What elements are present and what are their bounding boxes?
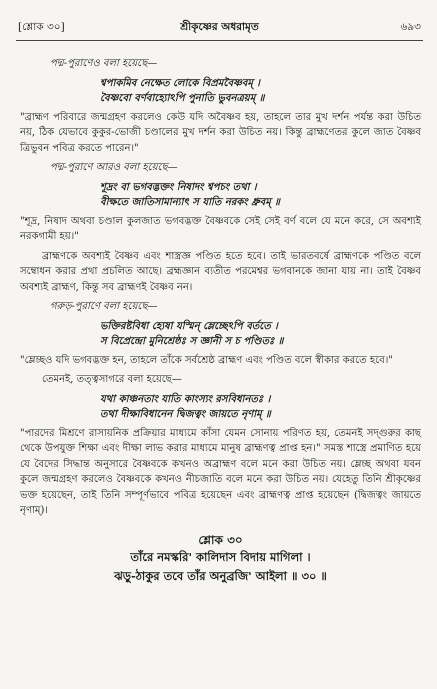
header-verse-ref: [শ্লোক ৩০] — [18, 21, 65, 33]
page-body — [20, 56, 421, 586]
quote-intro: পদ্ম-পুরাণে আরও বলা হয়েছে— — [50, 162, 178, 173]
paragraph: তেমনই, তত্ত্বসাগরে বলা হয়েছে— — [42, 374, 182, 385]
paragraph: "ম্লেচ্ছও যদি ভগবদ্ভক্ত হন, তাহলে তাঁকে সর্বশ্রেষ্ঠ ব্রাহ্মণ এবং পণ্ডিত বলে স্বীকার করতে হবে।" — [20, 354, 393, 366]
sanskrit-verse — [20, 76, 421, 106]
verse-line: ভক্তিরষ্টবিধা হ্যেষা যস্মিন্ ম্লেচ্ছেঽপি বর্ততে । — [100, 320, 278, 332]
verse-line: তথা দীক্ষাবিধানেন দ্বিজত্বং জায়তে নৃণাম্ ॥ — [100, 408, 271, 420]
shloka-line: তাঁরে নমস্করি' কালিদাস বিদায় মাগিলা । — [130, 550, 311, 564]
header-title: শ্রীকৃষ্ণের অধরামৃত — [180, 21, 259, 33]
shloka-line: ঝড়ু-ঠাকুর তবে তাঁর অনুব্রজি' আইলা ॥ ৩০ ॥ — [114, 569, 327, 583]
quote-intro: পদ্ম-পুরাণেও বলা হয়েছে— — [50, 58, 158, 69]
paragraph: "ব্রাহ্মণ পরিবারে জন্মগ্রহণ করলেও কেউ যদি অবৈষ্ণব হয়, তাহলে তার মুখ দর্শন পর্যন্ত করা উচিত নয়, ঠিক যেভাবে কুকুর-ভোজী চণ্ডালের মুখ দর্শন করা উচিত নয়। কিন্তু ব্রাহ্মণেতর কুলে জাত বৈষ্ণব ত্রিভুবন পবিত্র করতে পারেন।" — [20, 111, 421, 154]
sanskrit-verse — [20, 319, 421, 349]
sanskrit-verse — [20, 180, 421, 210]
page-number: ৬৯৩ — [400, 21, 421, 33]
quote-intro: গরুড়-পুরাণে বলা হয়েছে— — [50, 301, 158, 312]
verse-line: স বিপ্রেন্দ্রো মুনিশ্রেষ্ঠঃ স জ্ঞানী স চ পণ্ডিতঃ ॥ — [100, 335, 284, 347]
verse-line: বৈষ্ণবো বর্ণবাহ্যোঽপি পুনাতি ভুবনত্রয়ম্ ॥ — [100, 92, 265, 104]
paragraph: ব্রাহ্মণকে অবশ্যই বৈষ্ণব এবং শাস্ত্রজ্ঞ পণ্ডিত হতে হবে। তাই ভারতবর্ষে ব্রাহ্মণকে পণ্ডিত বলে সম্বোধন করার প্রথা প্রচলিত আছে। ব্রহ্মজ্ঞান ব্যতীত পরমেশ্বর ভগবানকে জানা যায় না। তাই বৈষ্ণব অবশ্যই ব্রাহ্মণ, কিন্তু সব ব্রাহ্মণই বৈষ্ণব নন। — [20, 250, 421, 293]
verse-line: যথা কাঞ্চনতাং যাতি কাংস্যং রসবিধানতঃ । — [100, 393, 271, 405]
shloka-number: শ্লোক ৩০ — [198, 532, 243, 547]
sanskrit-verse — [20, 392, 421, 422]
page-header — [18, 17, 421, 37]
paragraph: "পারদের মিশ্রণে রাসায়নিক প্রক্রিয়ার মাধ্যমে কাঁসা যেমন সোনায় পরিণত হয়, তেমনই সদ্গুরুর কাছ থেকে উপযুক্ত শিক্ষা এবং দীক্ষা লাভ করার মাধ্যমে মানুষ ব্রাহ্মণত্ব প্রাপ্ত হন।" সমস্ত শাস্ত্রে প্রমাণিত হয়ে যে বৈদের সিদ্ধান্ত অনুসারে বৈষ্ণবকে কখনও অব্রাহ্মণ বলে মনে করা উচিত নয়। ম্লেচ্ছ অথবা যবন কুলে জন্মগ্রহণ করলেও বৈষ্ণবকে কখনও নীচজাতি বলে মনে করা উচিত নয়। যেহেতু তিনি শ্রীকৃষ্ণের ভক্ত হয়েছেন, তাই তিনি সম্পূর্ণভাবে পবিত্র হয়েছেন এবং ব্রাহ্মণত্ব প্রাপ্ত হয়েছেন (দ্বিজত্বং জায়তে নৃণাম্)। — [20, 427, 421, 516]
paragraph: "শূদ্র, নিষাদ অথবা চণ্ডাল কুলজাত ভগবদ্ভক্ত বৈষ্ণবকে সেই সেই বর্ণ বলে যে মনে করে, সে অবশ্যই নরকগামী হয়।" — [20, 215, 421, 242]
header-rule — [16, 40, 423, 41]
verse-line: বীক্ষতে জাতিসামান্যাৎ স যাতি নরকং ধ্রুবম্ ॥ — [100, 196, 280, 208]
verse-line: শূদ্রং বা ভগবদ্ভক্তং নিষাদং শ্বপচং তথা । — [100, 181, 257, 193]
verse-line: শ্বপাকমিব নেক্ষেত লোকে বিপ্রমবৈষ্ণবম্ । — [100, 77, 260, 89]
